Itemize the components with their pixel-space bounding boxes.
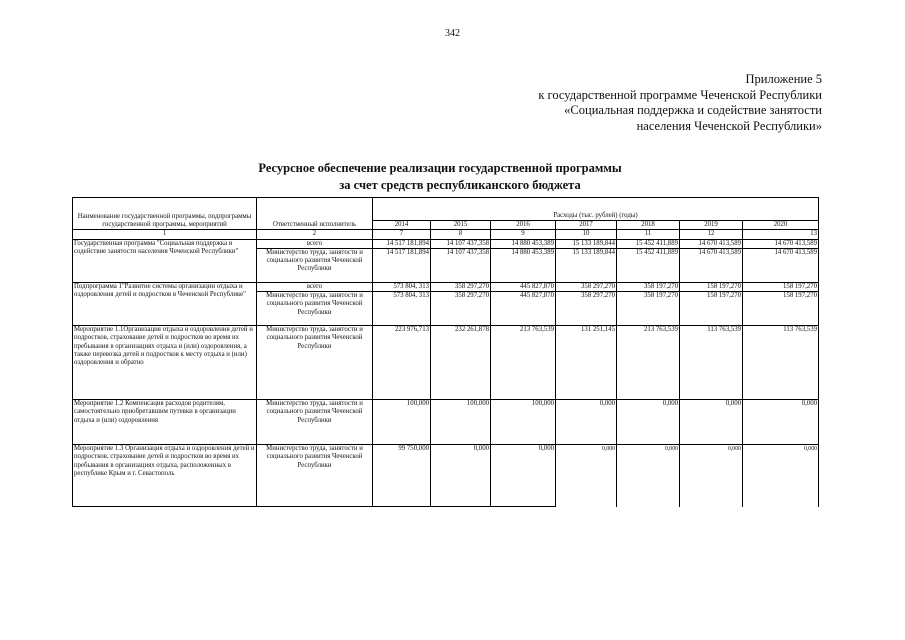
header-expenses: Расходы (тыс. рублей) (годы) [373,198,819,221]
row-value: 0,000 [743,445,819,507]
row-value: 14 517 181,894 [373,248,431,282]
row-value: 14 670 413,589 [680,248,743,282]
row-value: 0,000 [617,445,680,507]
row-value: 158 197,270 [680,282,743,291]
row-value: 573 804, 313 [373,282,431,291]
row-value: 358 297,270 [556,282,617,291]
row-value: 131 251,145 [556,326,617,400]
row-value: 14 880 453,389 [491,239,556,248]
row-value: 0,000 [431,445,491,507]
column-number: 1 [73,230,257,239]
appendix-line-1: Приложение 5 [745,72,822,86]
row-value: 14 517 181,894 [373,239,431,248]
row-value: 99 750,000 [373,445,431,507]
column-number: 8 [431,230,491,239]
row-value: 213 763,539 [617,326,680,400]
row-executor: всего [257,282,373,291]
row-name: Мероприятие 1.2 Компенсация расходов родителям, самостоятельно приобретавшим путевки в организации отдыха и (или) оздоровления [73,400,257,445]
header-year: 2015 [431,221,491,230]
row-value: 158 197,270 [743,292,819,326]
row-value: 14 107 437,358 [431,248,491,282]
row-value: 15 452 411,889 [617,239,680,248]
row-executor: Министерство труда, занятости и социального развития Чеченской Республики [257,400,373,445]
column-number: 9 [491,230,556,239]
column-number: 13 [743,230,819,239]
row-executor: Министерство труда, занятости и социального развития Чеченской Республики [257,292,373,326]
row-value: 358 197,270 [617,282,680,291]
row-value: 100,000 [431,400,491,445]
row-value: 223 976,713 [373,326,431,400]
row-value: 358 297,270 [431,282,491,291]
document-title-line-1: Ресурсное обеспечение реализации государственной программы [258,161,622,175]
row-value: 358 297,270 [556,292,617,326]
row-value: 14 670 413,589 [680,239,743,248]
row-value: 15 133 189,844 [556,248,617,282]
row-value: 158 197,270 [680,292,743,326]
appendix-header [442,72,822,134]
row-name: Мероприятие 1.1Организация отдыха и оздоровления детей и подростков, страхование детей и подростков во время их пребывания в организациях отдыха и (или) оздоровления, а также перевозка детей и подростков к месту отдыха и (или) оздоровления и обратно [73,326,257,400]
column-number: 11 [617,230,680,239]
column-number: 7 [373,230,431,239]
row-executor: Министерство труда, занятости и социального развития Чеченской Республики [257,445,373,507]
column-number: 12 [680,230,743,239]
row-value: 14 670 413,589 [743,239,819,248]
row-value: 358 197,270 [617,292,680,326]
row-name: Подпрограмма 1"Развитие системы организации отдыха и оздоровления детей и подростков в Чеченской Республике" [73,282,257,325]
row-value: 14 107 437,358 [431,239,491,248]
row-value: 0,000 [680,400,743,445]
row-value: 0,000 [556,400,617,445]
row-value: 113 763,539 [743,326,819,400]
header-executor: Ответственный исполнитель [257,198,373,230]
header-year: 2020 [743,221,819,230]
row-value: 0,000 [617,400,680,445]
appendix-line-2: к государственной программе Чеченской Республики [538,87,822,102]
table-row [73,326,819,400]
row-value: 445 827,870 [491,292,556,326]
row-value: 445 827,870 [491,282,556,291]
row-value: 15 133 189,844 [556,239,617,248]
row-value: 100,000 [491,400,556,445]
row-value: 0,000 [491,445,556,507]
header-year: 2016 [491,221,556,230]
row-executor: Министерство труда, занятости и социального развития Чеченской Республики [257,248,373,282]
resource-table [72,197,819,507]
appendix-line-4: населения Чеченской Республики» [636,118,822,133]
row-executor: всего [257,239,373,248]
row-value: 0,000 [556,445,617,507]
table-row [73,445,819,507]
document-title-line-2: за счет средств республиканского бюджета [339,178,581,192]
appendix-line-3: «Социальная поддержка и содействие занятости [564,103,822,117]
row-name: Мероприятие 1.3 Организация отдыха и оздоровления детей и подростков, страхование детей и подростков во время их пребывания в организациях отдыха, расположенных в республике Крым и г. Севастополь [73,445,257,507]
table-row [73,400,819,445]
row-value: 14 880 453,389 [491,248,556,282]
row-value: 0,000 [743,400,819,445]
row-value: 213 763,539 [491,326,556,400]
table-row [73,239,819,248]
header-name: Наименование государственной программы, подпрограммы государственной программы, мероприятий [73,198,257,230]
column-number: 10 [556,230,617,239]
page-number: 342 [445,28,460,39]
row-executor: Министерство труда, занятости и социального развития Чеченской Республики [257,326,373,400]
row-value: 100,000 [373,400,431,445]
column-number: 2 [257,230,373,239]
row-value: 358 297,270 [431,292,491,326]
header-year: 2014 [373,221,431,230]
row-value: 158 197,270 [743,282,819,291]
row-value: 113 763,539 [680,326,743,400]
header-year: 2018 [617,221,680,230]
header-year: 2017 [556,221,617,230]
row-value: 14 670 413,589 [743,248,819,282]
row-value: 573 804, 313 [373,292,431,326]
row-value: 232 261,878 [431,326,491,400]
row-name: Государственная программа "Социальная поддержка и содействие занятости населения Чеченской Республики" [73,239,257,282]
row-value: 0,000 [680,445,743,507]
table-row [73,282,819,291]
header-year: 2019 [680,221,743,230]
row-value: 15 452 411,889 [617,248,680,282]
